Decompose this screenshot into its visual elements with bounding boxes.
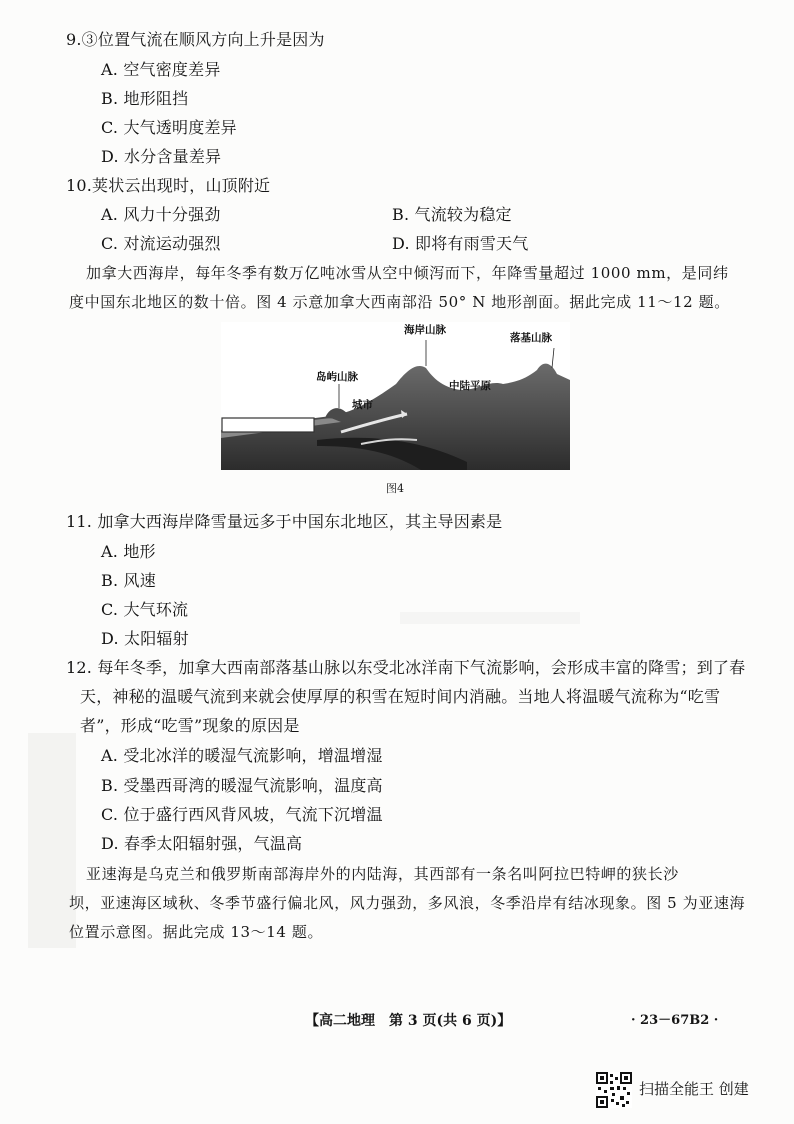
label-coastal-mountains: 海岸山脉 (404, 324, 446, 336)
bleed-through-mark (28, 733, 76, 948)
question-12-option-d: D. 春季太阳辐射强，气温高 (101, 834, 303, 853)
page-footer-title: 【高二地理 第 3 页(共 6 页)】 (305, 1013, 512, 1029)
terrain-profile-graphic (221, 322, 570, 470)
question-9-option-a: A. 空气密度差异 (101, 60, 221, 79)
passage-1-line-1: 加拿大西海岸，每年冬季有数万亿吨冰雪从空中倾泻而下，年降雪量超过 1000 mm，是同纬 (86, 264, 729, 282)
question-12-stem-line-1: 12. 每年冬季，加拿大西南部落基山脉以东受北冰洋南下气流影响，会形成丰富的降雪；到了春 (66, 658, 746, 677)
question-12-option-b: B. 受墨西哥湾的暖湿气流影响，温度高 (101, 776, 383, 795)
exam-code: · 23－67B2 · (631, 1013, 719, 1028)
qr-code-icon (596, 1072, 632, 1108)
question-10-option-d: D. 即将有雨雪天气 (392, 234, 529, 253)
figure-4-terrain-profile (221, 322, 570, 470)
question-12-option-c: C. 位于盛行西风背风坡，气流下沉增温 (101, 805, 383, 824)
question-11-option-c: C. 大气环流 (101, 600, 189, 619)
passage-2-line-3: 位置示意图。据此完成 13～14 题。 (69, 923, 324, 941)
question-9-stem: 9.③位置气流在顺风方向上升是因为 (66, 30, 325, 49)
question-10-option-a: A. 风力十分强劲 (101, 205, 221, 224)
question-9-option-d: D. 水分含量差异 (101, 147, 222, 166)
question-9-option-b: B. 地形阻挡 (101, 89, 189, 108)
label-island-mountains: 岛屿山脉 (316, 371, 358, 383)
question-12-stem-line-3: 者”，形成“吃雪”现象的原因是 (80, 716, 300, 735)
passage-1-line-2: 度中国东北地区的数十倍。图 4 示意加拿大西南部沿 50° N 地形剖面。据此完成 11～12 题。 (69, 293, 730, 311)
question-9-option-c: C. 大气透明度差异 (101, 118, 237, 137)
question-12-stem-line-2: 天，神秘的温暖气流到来就会使厚厚的积雪在短时间内消融。当地人将温暖气流称为“吃雪 (80, 687, 721, 706)
question-11-option-d: D. 太阳辐射 (101, 629, 189, 648)
passage-2-line-2: 坝，亚速海区域秋、冬季节盛行偏北风，风力强劲，多风浪，冬季沿岸有结冰现象。图 5 为亚速海 (69, 894, 746, 912)
label-interior-plain: 中陆平原 (449, 380, 491, 392)
question-10-option-b: B. 气流较为稳定 (392, 205, 512, 224)
label-city: 城市 (352, 399, 373, 411)
question-11-option-b: B. 风速 (101, 571, 156, 590)
figure-4-caption: 图4 (386, 482, 404, 495)
passage-2-line-1: 亚速海是乌克兰和俄罗斯南部海岸外的内陆海，其西部有一条名叫阿拉巴特岬的狭长沙 (86, 865, 679, 883)
question-10-stem: 10.荚状云出现时，山顶附近 (66, 176, 271, 195)
question-11-option-a: A. 地形 (101, 542, 156, 561)
label-rocky-mountains: 落基山脉 (510, 332, 552, 344)
bleed-through-mark (400, 612, 580, 624)
scanner-watermark-text: 扫描全能王 创建 (639, 1080, 749, 1098)
question-11-stem: 11. 加拿大西海岸降雪量远多于中国东北地区，其主导因素是 (66, 512, 503, 531)
question-10-option-c: C. 对流运动强烈 (101, 234, 221, 253)
sea-surface-box (222, 418, 314, 432)
question-12-option-a: A. 受北冰洋的暖湿气流影响，增温增湿 (101, 746, 383, 765)
